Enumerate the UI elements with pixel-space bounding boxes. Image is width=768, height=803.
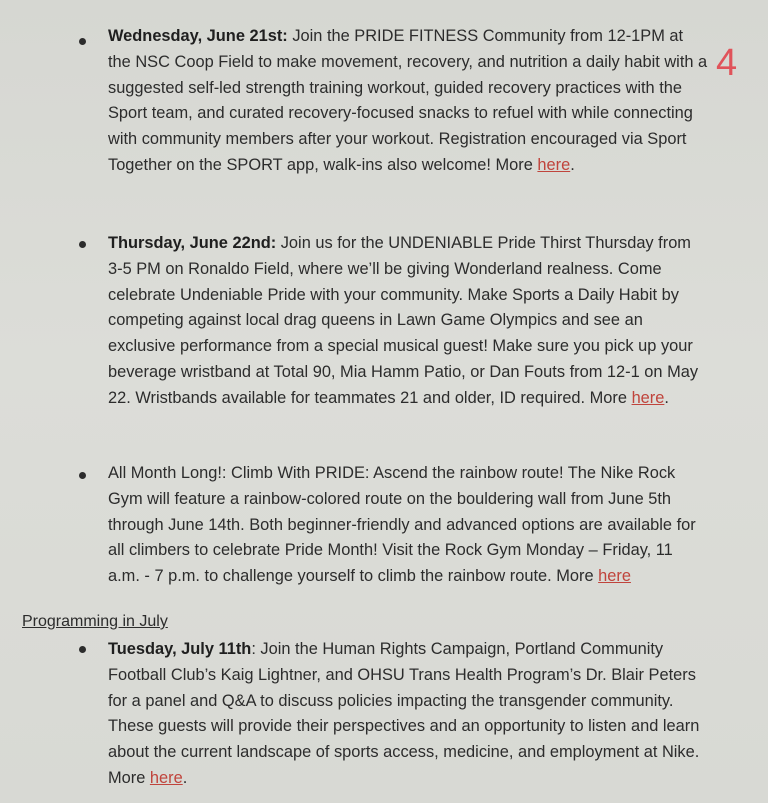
event-punctuation: . bbox=[570, 155, 575, 174]
bullet-icon bbox=[79, 241, 86, 248]
more-link[interactable]: here bbox=[631, 388, 665, 407]
event-description: All Month Long!: Climb With PRIDE: Ascend the rainbow route! The Nike Rock Gym will feature a rainbow-colored route on the bouldering wall from June 5th through June 14th. Both beginner-friendly and advanced options are available for all climbers to celebrate Pride Month! Visit the Rock Gym Monday – Friday, 11 a.m. - 7 p.m. to challenge yourself to climb the rainbow route. More bbox=[108, 464, 696, 586]
bullet-icon bbox=[79, 472, 86, 479]
event-description: Join us for the UNDENIABLE Pride Thirst Thursday from 3-5 PM on Ronaldo Field, where we’ll be giving Wonderland realness. Come celebrate Undeniable Pride with your community. Make Sports a Daily Habit by competing against local drag queens in Lawn Game Olympics and see an exclusive performance from a special musical guest! Make sure you pick up your beverage wristband at Total 90, Mia Hamm Patio, or Dan Fouts from 12-1 on May 22. Wristbands available for teammates 21 and older, ID required. More bbox=[108, 234, 699, 407]
more-link[interactable]: here bbox=[149, 768, 183, 787]
more-link[interactable]: here bbox=[537, 155, 571, 174]
list-item-june-21 bbox=[108, 24, 708, 179]
list-item-all-month bbox=[108, 461, 708, 590]
event-date: Tuesday, July 11th bbox=[108, 640, 252, 658]
event-date: Wednesday, June 21st: bbox=[108, 27, 288, 45]
bullet-icon bbox=[79, 646, 86, 653]
event-date: Thursday, June 22nd: bbox=[108, 234, 277, 252]
page-number: 4 bbox=[716, 42, 738, 84]
list-item-july-11 bbox=[108, 637, 708, 792]
section-heading-july: Programming in July bbox=[22, 613, 168, 630]
more-link[interactable]: here bbox=[598, 567, 631, 586]
event-description: : Join the Human Rights Campaign, Portland Community Football Club’s Kaig Lightner, and OHSU Trans Health Program’s Dr. Blair Peters for a panel and Q&A to discuss policies impacting the transgender community. These guests will provide their perspectives and an opportunity to listen and learn about the current landscape of sports access, medicine, and employment at Nike. More bbox=[108, 640, 700, 787]
event-description: Join the PRIDE FITNESS Community from 12-1PM at the NSC Coop Field to make movement, recovery, and nutrition a daily habit with a suggested self-led strength training workout, guided recovery practices with the Sport team, and curated recovery-focused snacks to refuel with while connecting with community members after your workout. Registration encouraged via Sport Together on the SPORT app, walk-ins also welcome! More bbox=[108, 27, 708, 174]
bullet-icon bbox=[79, 38, 86, 45]
list-item-june-22 bbox=[108, 231, 708, 412]
event-punctuation: . bbox=[664, 388, 669, 407]
event-punctuation: . bbox=[182, 768, 188, 787]
